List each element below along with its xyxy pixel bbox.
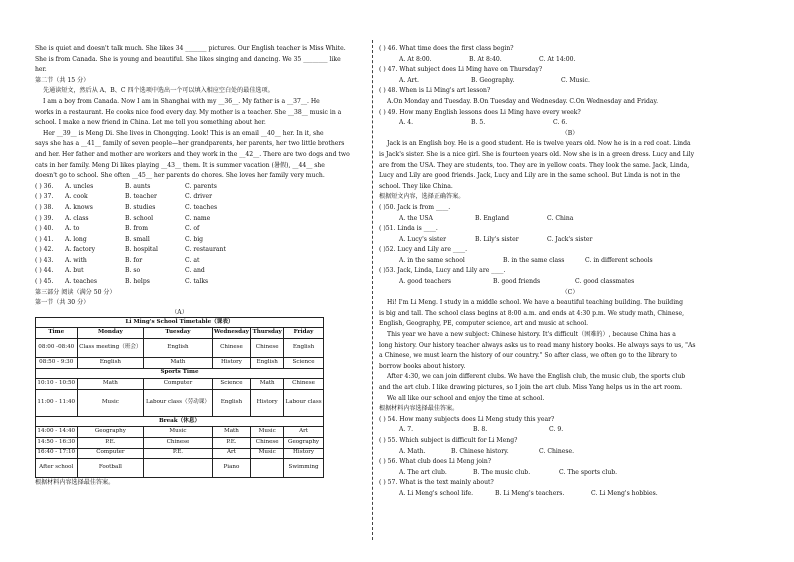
timetable-title: Li Ming's School Timetable（课表） xyxy=(36,317,324,328)
passage-b-line: Lucy and Lily are good friends. Jack, Lucy and Lily are in the same school. But Linda is not in the xyxy=(379,172,681,180)
part3-title: 第三部分 阅读（满分 50 分） xyxy=(35,288,116,296)
passage-c-line: long history. Our history teacher always asks us to read many history books. He always says to us, "As xyxy=(379,341,696,349)
option: A. to xyxy=(65,225,80,233)
option: A. knows xyxy=(65,203,93,211)
question-number: ( ) 42. xyxy=(35,246,54,254)
question-52: ( )52. Lucy and Lily are ____. xyxy=(379,246,468,254)
cloze-option-row xyxy=(35,256,368,267)
cloze-line: I am a boy from Canada. Now I am in Shanghai with my __36__. My father is a __37__. He xyxy=(43,97,320,105)
passage-c-line: This year we have a new subject: Chinese history. It's difficult（困难的）, because China has a xyxy=(387,331,676,339)
timetable-cell: After school xyxy=(36,459,78,478)
option: B. good friends xyxy=(493,278,541,286)
section2-title: 第二节（共 15 分） xyxy=(35,76,90,84)
question-51-options xyxy=(379,235,761,246)
passage-c-line: We all like our school and enjoy the time at school. xyxy=(387,394,545,402)
question-50-options xyxy=(379,214,761,225)
question-49: ( ) 49. How many English lessons does Li Ming have every week? xyxy=(379,108,581,116)
question-46: ( ) 46. What time does the first class begin? xyxy=(379,45,514,52)
timetable-cell: Labour class xyxy=(284,389,324,416)
timetable-cell: Computer xyxy=(77,448,144,459)
timetable-cell: Math xyxy=(77,379,144,390)
option: B. At 8:40. xyxy=(469,55,502,63)
timetable-cell: Math xyxy=(212,427,251,438)
top-line-3: her. xyxy=(35,66,47,74)
option: B. studies xyxy=(125,203,156,211)
option: A. but xyxy=(65,267,84,275)
option: B. helps xyxy=(125,278,150,286)
option: C. of xyxy=(185,225,200,233)
cloze-option-row xyxy=(35,192,368,203)
timetable-cell xyxy=(144,459,212,478)
timetable-cell: 14:00 - 14:40 xyxy=(36,427,78,438)
timetable-header: Time xyxy=(36,328,78,339)
passage-a-label: （A） xyxy=(171,308,188,316)
question-number: ( ) 37. xyxy=(35,193,54,201)
question-50: ( )50. Jack is from ____. xyxy=(379,203,451,211)
option: C. Chinese. xyxy=(539,447,575,455)
option: A. 4. xyxy=(399,119,414,127)
option: C. The sports club. xyxy=(559,468,618,476)
passage-c-line: a Chinese, we must learn the history of our country." So after class, we often go to the library to xyxy=(379,352,677,360)
timetable-cell: English xyxy=(284,339,324,358)
instruction-b: 根据短文内容，选择正确答案。 xyxy=(379,193,465,201)
option: C. 6. xyxy=(553,119,568,127)
timetable-cell: Art xyxy=(212,448,251,459)
cloze-line: cats in her family. Meng Di likes playing __43__ them. It is summer vacation (暑假), __44__ she xyxy=(35,161,325,169)
option: B. aunts xyxy=(125,182,151,190)
question-54-options xyxy=(379,425,761,436)
option: B. from xyxy=(125,225,148,233)
option: C. parents xyxy=(185,182,217,190)
question-number: ( ) 45. xyxy=(35,278,54,286)
break-row: Break（休息） xyxy=(36,416,324,427)
timetable-cell: Geography xyxy=(77,427,144,438)
question-47-options xyxy=(379,76,761,87)
timetable-cell: P.E. xyxy=(144,448,212,459)
timetable-cell: Art xyxy=(284,427,324,438)
option: B. Lily's sister xyxy=(475,235,519,243)
cloze-option-row xyxy=(35,266,368,277)
timetable-cell: Chinese xyxy=(212,339,251,358)
option: A. cook xyxy=(65,193,88,201)
timetable-cell: Swimming xyxy=(284,459,324,478)
passage-c-line: After 4:30, we can join different clubs. We have the English club, the music club, the sports club xyxy=(387,373,686,381)
passage-b-label: （B） xyxy=(561,129,579,137)
question-number: ( ) 38. xyxy=(35,203,54,211)
timetable-cell: Computer xyxy=(144,379,212,390)
question-57-options xyxy=(379,489,761,500)
timetable-cell: 16:40 - 17:10 xyxy=(36,448,78,459)
timetable-header: Tuesday xyxy=(144,328,212,339)
timetable-cell: Chinese xyxy=(284,379,324,390)
timetable-cell: History xyxy=(284,448,324,459)
option: C. Music. xyxy=(561,76,590,84)
option: A. The art club. xyxy=(399,468,447,476)
timetable-header: Monday xyxy=(77,328,144,339)
question-number: ( ) 41. xyxy=(35,235,54,243)
timetable-cell: Music xyxy=(251,448,284,459)
timetable-cell: History xyxy=(251,389,284,416)
option: B. school xyxy=(125,214,154,222)
timetable-cell: Science xyxy=(284,358,324,369)
question-52-options xyxy=(379,256,761,267)
cloze-line: Her __39__ is Meng Di. She lives in Chongqing. Look! This is an email __40__ her. In it, she xyxy=(43,129,324,137)
timetable-cell: History xyxy=(212,358,251,369)
option: B. The music club. xyxy=(473,468,531,476)
timetable-cell: Music xyxy=(77,389,144,416)
question-51: ( )51. Linda is ____. xyxy=(379,225,438,233)
option: A. Lucy's sister xyxy=(399,235,447,243)
question-48-options: A.On Monday and Tuesday. B.On Tuesday and Wednesday. C.On Wednesday and Friday. xyxy=(387,97,659,105)
top-line-1: She is quiet and doesn't talk much. She likes 34 _______ pictures. Our English teacher is Miss White. xyxy=(35,45,346,52)
option: C. Jack's sister xyxy=(547,235,593,243)
left-column xyxy=(35,44,368,489)
option: C. China xyxy=(547,214,574,222)
question-53-options xyxy=(379,277,761,288)
question-55: ( ) 55. Which subject is difficult for Li Meng? xyxy=(379,436,518,444)
option: C. driver xyxy=(185,193,213,201)
option: B. small xyxy=(125,235,150,243)
column-divider xyxy=(372,40,373,540)
question-number: ( ) 43. xyxy=(35,256,54,264)
cloze-options xyxy=(35,182,368,288)
option: A. in the same school xyxy=(399,256,465,264)
question-56-options xyxy=(379,468,761,479)
timetable-cell: Music xyxy=(144,427,212,438)
timetable-cell: Math xyxy=(144,358,212,369)
timetable-cell: Science xyxy=(212,379,251,390)
timetable-cell: 11:00 - 11:40 xyxy=(36,389,78,416)
option: B. in the same class xyxy=(503,256,565,264)
option: A. Math. xyxy=(399,447,426,455)
question-57: ( ) 57. What is the text mainly about? xyxy=(379,479,494,487)
option: A. long xyxy=(65,235,87,243)
passage-c-line: is big and tall. The school class begins at 8:00 a.m. and ends at 4:30 p.m. We study math, Chinese, xyxy=(379,309,685,317)
option: A. teaches xyxy=(65,278,98,286)
option: C. at xyxy=(185,256,200,264)
timetable-cell xyxy=(251,459,284,478)
option: B. Chinese history. xyxy=(451,447,509,455)
passage-c-line: Hi! I'm Li Meng. I study in a middle school. We have a beautiful teaching building. The building xyxy=(387,299,683,307)
option: C. Li Meng's hobbies. xyxy=(591,489,658,497)
bottom-instruction: 根据材料内容选择最佳答案。 xyxy=(35,479,115,487)
question-47: ( ) 47. What subject does Li Ming have on Thursday? xyxy=(379,66,543,74)
timetable-header: Friday xyxy=(284,328,324,339)
question-number: ( ) 40. xyxy=(35,225,54,233)
timetable-cell: Geography xyxy=(284,438,324,449)
cloze-line: and her. Her father and mother are workers and they work in the __42__. There are two dogs and two xyxy=(35,150,350,158)
question-49-options xyxy=(379,118,761,129)
timetable xyxy=(35,317,324,478)
cloze-option-row xyxy=(35,224,368,235)
question-number: ( ) 39. xyxy=(35,214,54,222)
cloze-option-row xyxy=(35,182,368,193)
question-53: ( )53. Jack, Linda, Lucy and Lily are ____. xyxy=(379,267,506,275)
question-46-options xyxy=(379,55,761,66)
timetable-cell: Piano xyxy=(212,459,251,478)
timetable-cell: English xyxy=(77,358,144,369)
option: C. restaurant xyxy=(185,246,226,254)
cloze-line: works in a restaurant. He cooks nice food every day. My mother is a teacher. She __38__ music in a xyxy=(35,108,342,116)
option: B. Li Meng's teachers. xyxy=(495,489,565,497)
cloze-option-row xyxy=(35,245,368,256)
cloze-line: school. I make a new friend in China. Let me tell you something about her. xyxy=(35,119,266,127)
option: A. Li Meng's school life. xyxy=(399,489,474,497)
option: C. 9. xyxy=(549,426,564,434)
part3-section1: 第一节（共 30 分） xyxy=(35,299,90,307)
timetable-cell: Chinese xyxy=(251,339,284,358)
timetable-cell: 10:10 - 10:50 xyxy=(36,379,78,390)
passage-c-line: and the art club. I like drawing pictures, so I join the art club. Miss Yang helps us in the art room. xyxy=(379,384,683,391)
option: A. class xyxy=(65,214,89,222)
timetable-header: Wednesday xyxy=(212,328,251,339)
option: C. good classmates xyxy=(575,278,635,286)
timetable-cell: Chinese xyxy=(144,438,212,449)
instruction-c: 根据材料内容选择最佳答案。 xyxy=(379,405,459,413)
option: B. for xyxy=(125,256,143,264)
option: A. factory xyxy=(65,246,96,254)
option: A. with xyxy=(65,256,87,264)
timetable-cell: English xyxy=(212,389,251,416)
option: A. good teachers xyxy=(399,278,452,286)
option: C. teaches xyxy=(185,203,218,211)
timetable-cell: English xyxy=(144,339,212,358)
option: A. Art. xyxy=(399,76,419,84)
option: C. talks xyxy=(185,278,209,286)
top-line-2: She is from Canada. She is young and beautiful. She likes singing and dancing. We 35 ________ like xyxy=(35,55,341,63)
option: B. England xyxy=(475,214,510,222)
timetable-cell: P.E. xyxy=(212,438,251,449)
option: A. At 8:00. xyxy=(399,55,432,63)
timetable-cell: 08:00 -08:40 xyxy=(36,339,78,358)
question-56: ( ) 56. What club does Li Meng join? xyxy=(379,458,492,466)
cloze-option-row xyxy=(35,214,368,225)
timetable-cell: 14:50 - 16:30 xyxy=(36,438,78,449)
option: B. teacher xyxy=(125,193,157,201)
option: A. uncles xyxy=(65,182,94,190)
cloze-option-row xyxy=(35,277,368,288)
passage-c-line: borrow books about history. xyxy=(379,362,466,370)
passage-b-line: are from the USA. They are students, too. They are in yellow coats. They look the same. Jack, Linda, xyxy=(379,161,690,169)
question-55-options xyxy=(379,447,761,458)
right-column xyxy=(379,44,761,500)
option: C. big xyxy=(185,235,204,243)
timetable-cell: Music xyxy=(251,427,284,438)
option: B. 5. xyxy=(471,119,486,127)
option: A. the USA xyxy=(399,214,433,222)
question-48: ( ) 48. When is Li Ming's art lesson? xyxy=(379,87,491,95)
cloze-line: doesn't go to school. She often __45__ her parents do chores. She loves her family very much. xyxy=(35,172,325,180)
option: B. 8. xyxy=(473,426,488,434)
question-number: ( ) 36. xyxy=(35,182,54,190)
timetable-cell: Football xyxy=(77,459,144,478)
timetable-cell: 08:50 - 9:30 xyxy=(36,358,78,369)
option: C. name xyxy=(185,214,211,222)
section2-instruction: 先通读短文，然后从 A、B、C 四个选项中选出一个可以填入相应空白处的最佳选项。 xyxy=(43,87,274,95)
option: B. Geography. xyxy=(471,76,515,84)
timetable-cell: P.E. xyxy=(77,438,144,449)
cloze-line: says she has a __41__ family of seven people—her grandparents, her parents, her two little brothers xyxy=(35,140,345,148)
passage-c-line: English, Geography, PE, computer science, art and music at school. xyxy=(379,320,589,328)
timetable-cell: Class meeting（班会） xyxy=(77,339,144,358)
question-number: ( ) 44. xyxy=(35,267,54,275)
option: C. and xyxy=(185,267,205,275)
sports-time-row: Sports Time xyxy=(36,368,324,379)
timetable-header: Thursday xyxy=(251,328,284,339)
timetable-cell: English xyxy=(251,358,284,369)
passage-b-line: school. They like China. xyxy=(379,182,453,190)
option: B. so xyxy=(125,267,141,275)
timetable-cell: Chinese xyxy=(251,438,284,449)
passage-b-line: is Jack's sister. She is a nice girl. She is fourteen years old. Now she is in a green dress. Lucy and Lily xyxy=(379,150,695,158)
passage-b-line: Jack is an English boy. He is a good student. He is twelve years old. Now he is in a red coat. Linda xyxy=(387,140,691,148)
cloze-option-row xyxy=(35,203,368,214)
cloze-option-row xyxy=(35,235,368,246)
timetable-cell: Labour class（劳动课） xyxy=(144,389,212,416)
passage-c-label: （C） xyxy=(561,288,579,296)
option: C. in different schools xyxy=(585,256,653,264)
option: B. hospital xyxy=(125,246,158,254)
timetable-cell: Math xyxy=(251,379,284,390)
option: A. 7. xyxy=(399,426,414,434)
option: C. At 14:00. xyxy=(539,55,576,63)
question-54: ( ) 54. How many subjects does Li Meng study this year? xyxy=(379,415,555,423)
